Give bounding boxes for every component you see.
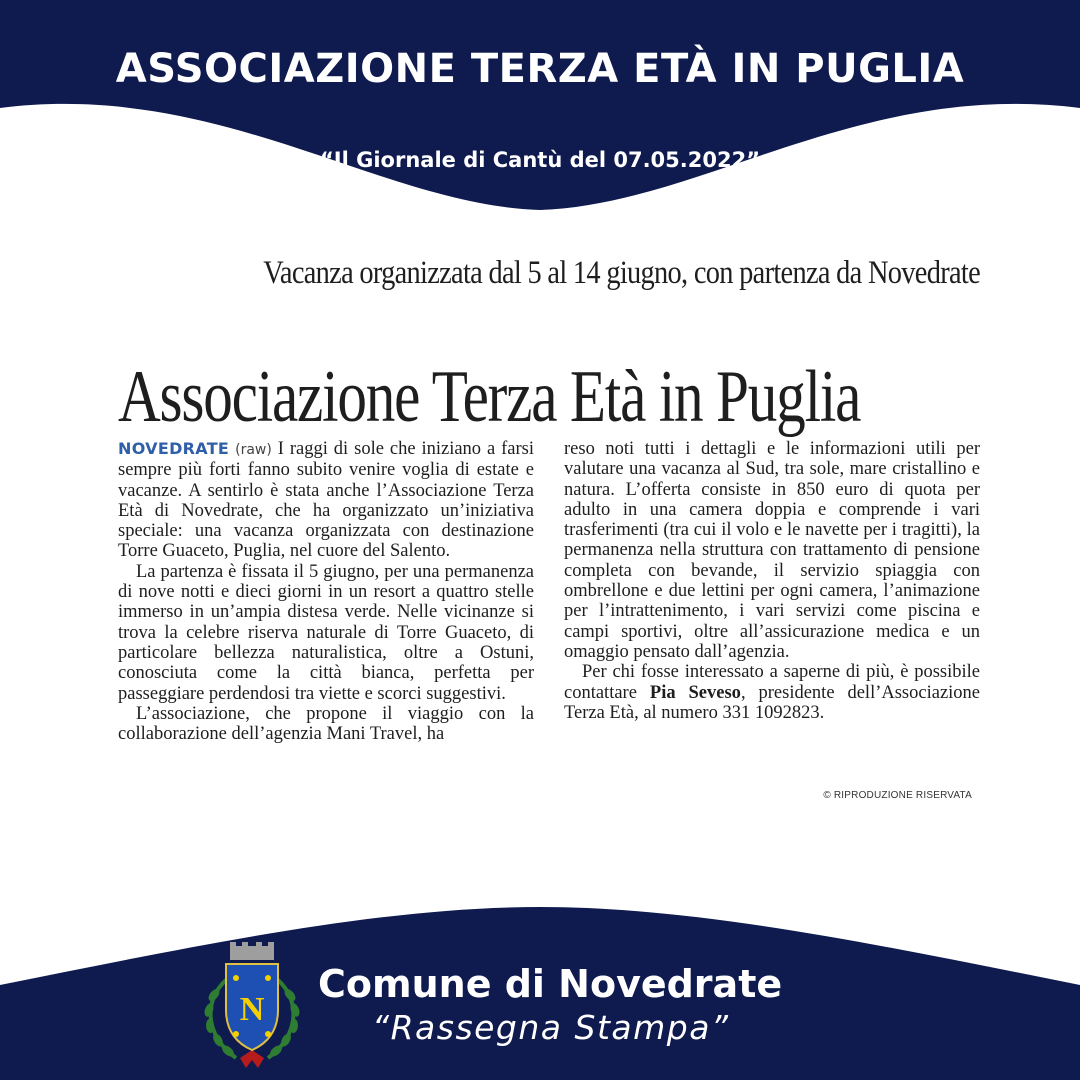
footer-subtitle: “Rassegna Stampa” [372,1008,730,1047]
copyright-note: © RIPRODUZIONE RISERVATA [823,790,972,801]
newspaper-clipping [118,255,980,815]
article-kicker: Vacanza organizzata dal 5 al 14 giugno, con partenza da Novedrate [263,255,980,291]
article-column-1 [118,439,534,744]
header-wave [0,0,1080,215]
article-paragraph-5 [564,662,980,723]
paragraph-5-after: , presidente dell’Associazione Terza Età, al numero 331 1092823. [564,682,981,723]
article-paragraph-2: La partenza è fissata il 5 giugno, per una permanenza di nove notti e dieci giorni in un resort a quattro stelle immerso in un’ampia distesa verde. Nelle vicinanze si trova la celebre riserva naturale di Torre Guaceto, di particolare bellezza naturalistica, oltre a Ostuni, conosciuta come la città bianca, perfetta per passeggiare perdendosi tra viette e scorci suggestivi. [118,561,534,704]
paragraph-1-text: I raggi di sole che iniziano a farsi sempre più forti fanno subito venire voglia di estate e vacanze. A sentirlo è stata anche l’Associazione Terza Età di Novedrate, che ha organizzato un’iniziativa speciale: una vacanza organizzata con destinazione Torre Guaceto, Puglia, nel cuore del Salento. [118,439,535,562]
footer-title: Comune di Novedrate [318,962,783,1006]
article-paragraph-4: reso noti tutti i dettagli e le informazioni utili per valutare una vacanza al Sud, tra sole, mare cristallino e natura. L’offerta consiste in 850 euro di quota per adulto in una camera doppia e comprende i vari trasferimenti (tra cui il volo e le navette per i tragitti), la permanenza nella struttura con trattamento di pensione completa con bevande, il servizio spiaggia con ombrellone e due lettini per ogni camera, l’animazione per l’intrattenimento, i vari servizi come piscina e campi sportivi, oltre all’assicurazione medica e un omaggio pensato dall’agenzia. [564,439,980,662]
article-dateline: NOVEDRATE [118,439,230,458]
novedrate-crest [196,940,308,1070]
header-title: ASSOCIAZIONE TERZA ETÀ IN PUGLIA [115,46,965,92]
paragraph-5-before: Per chi fosse interessato a saperne di più, è possibile contattare [564,662,980,703]
crest-icon [196,940,308,1070]
contact-name: Pia Seveso [649,682,741,703]
article-paragraph-3: L’associazione, che propone il viaggio con la collaborazione dell’agenzia Mani Travel, ha [118,703,534,745]
header-band [0,0,1080,215]
crest-letter: N [239,991,265,1028]
article-column-2 [564,439,980,723]
author-initials: (raw) [235,442,272,458]
article-paragraph-1 [118,439,534,562]
article-headline: Associazione Terza Età in Puglia [118,355,861,438]
header-subtitle: “Il Giornale di Cantù del 07.05.2022” [319,148,761,172]
